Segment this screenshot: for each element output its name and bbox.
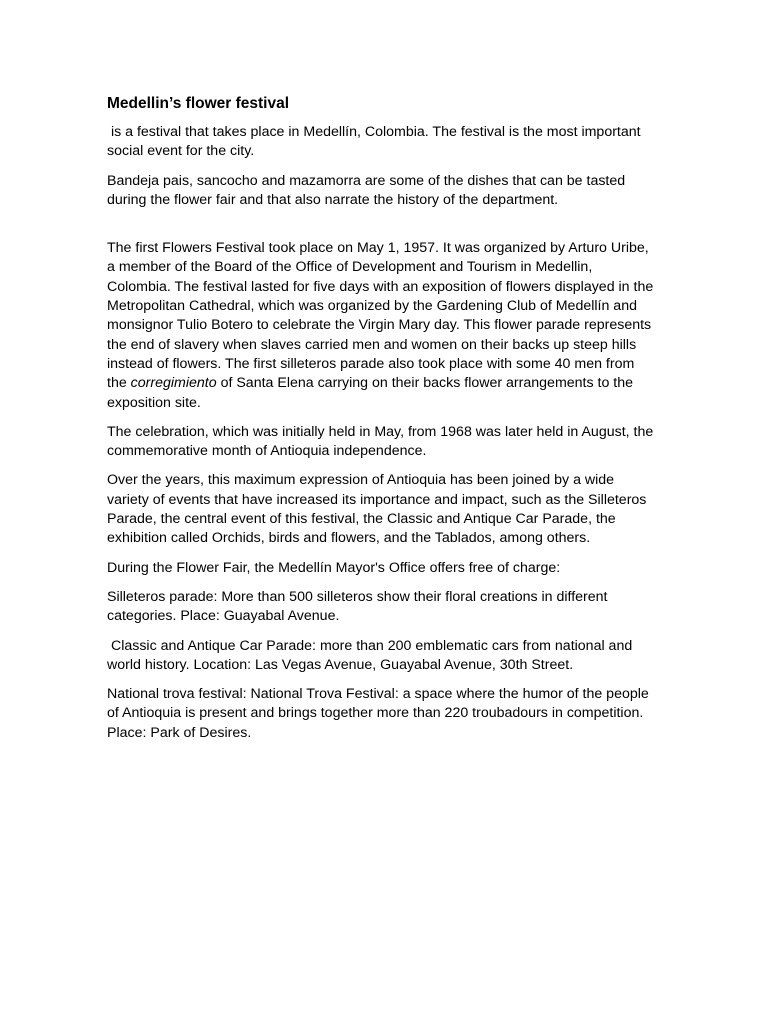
history-text-start: The first Flowers Festival took place on May 1, 1957. It was organized by Arturo Uribe, a member of the Board of the Office of Development and Tourism in Medellin, Colombia. The festival lasted for five days with an exposition of flowers displayed in the Metropolitan Cathedral, which was organized by the Gardening Club of Medellín and monsignor Tulio Botero to celebrate the Virgin Mary day. This flower parade represents the end of slavery when slaves carried men and women on their backs up steep hills instead of flowers. The first silleteros parade also took place with some 40 men from the <box>107 240 658 392</box>
silleteros-paragraph: Silleteros parade: More than 500 silleteros show their floral creations in different categories. Place: Guayabal Avenue. <box>107 588 608 625</box>
history-text-end: of Santa Elena carrying on their backs flower arrangements to the exposition site. <box>107 375 637 411</box>
intro-paragraph: is a festival that takes place in Medellín, Colombia. The festival is the most important social event for the city. <box>107 124 645 160</box>
celebration-paragraph: The celebration, which was initially held in May, from 1968 was later held in August, the commemorative month of Antioquia independence. <box>107 423 654 460</box>
history-paragraph <box>107 239 658 413</box>
dishes-paragraph: Bandeja pais, sancocho and mazamorra are some of the dishes that can be tasted during the flower fair and that also narrate the history of the department. <box>107 172 626 208</box>
free-offer-paragraph: During the Flower Fair, the Medellín Mayor's Office offers free of charge: <box>107 559 561 576</box>
history-italic-term: corregimiento <box>130 375 217 392</box>
document-title: Medellin’s flower festival <box>107 95 290 112</box>
events-paragraph: Over the years, this maximum expression of Antioquia has been joined by a wide variety of events that have increased its importance and impact, such as the Silleteros Parade, the central event of this festival, the Classic and Antique Car Parade, the exhibition called Orchids, birds and flowers, and the Tablados, among others. <box>107 472 647 547</box>
car-parade-paragraph: Classic and Antique Car Parade: more than 200 emblematic cars from national and world history. Location: Las Vegas Avenue, Guayabal Avenue, 30th Street. <box>107 637 637 673</box>
trova-paragraph: National trova festival: National Trova Festival: a space where the humor of the people of Antioquia is present and brings together more than 220 troubadours in competition. Place: Park of Desires. <box>107 686 649 741</box>
paragraph-gap <box>107 220 655 239</box>
document-page <box>107 94 658 753</box>
